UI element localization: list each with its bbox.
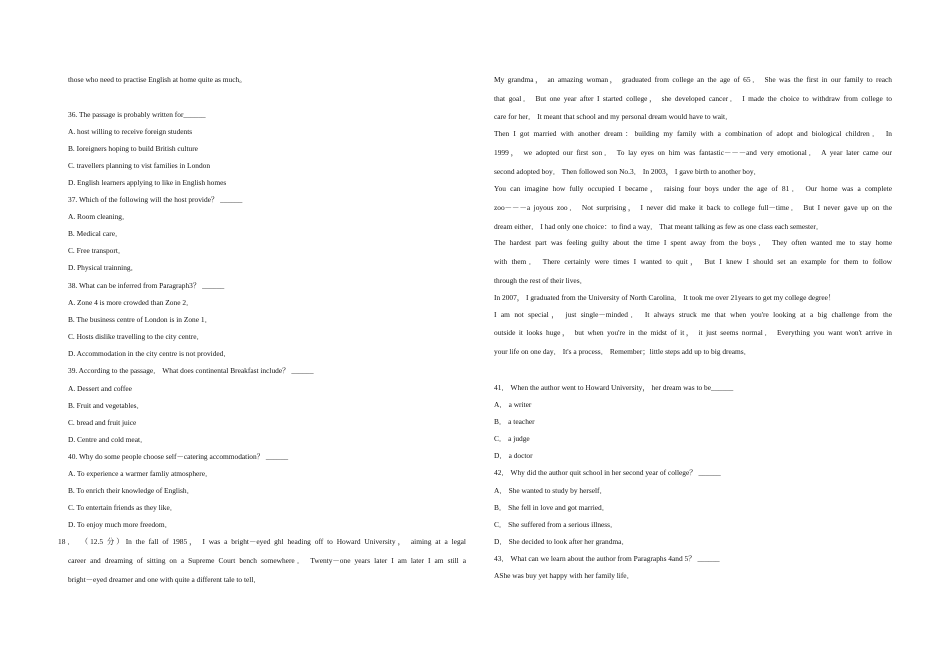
question-41-option-c: C． a judge bbox=[494, 434, 530, 443]
passage-line: through the rest of their lives． bbox=[494, 276, 587, 285]
passage-line: dream either． I had only one choice：to find a way． That meant talking as few as one class each semester． bbox=[494, 222, 824, 231]
passage-line: The hardest part was feeling guilty about the time I spent away from the boys． They often wanted me to stay home bbox=[494, 238, 892, 247]
passage-18-line-1: 18． （12.5 分）In the fall of 1985， I was a bright－eyed ghl heading off to Howard University， aiming at a legal bbox=[58, 537, 466, 546]
passage-line: You can imagine how fully occupied I became， raising four boys under the age of 81． Our home was a complete bbox=[494, 184, 892, 193]
passage-line: your life on one day． It's a process． Remember；little steps add up to big dreams． bbox=[494, 347, 752, 356]
question-41-option-d: D． a doctor bbox=[494, 451, 533, 460]
passage-line: 1999， we adopted our first son． To lay eyes on him was fantastic－－－and very emotional． A year later came our bbox=[494, 148, 892, 157]
question-39-option-d: D. Centre and cold meat． bbox=[68, 435, 148, 444]
passage-18-line-2: career and dreaming of sitting on a Supreme Court bench somewhere． Twenty－one years later I am later I am still a bbox=[68, 556, 466, 565]
question-36-option-a: A. host willing to receive foreign students bbox=[68, 127, 193, 136]
question-38-option-a: A. Zone 4 is more crowded than Zone 2． bbox=[68, 298, 194, 307]
question-40-option-c: C. To entertain friends as they like． bbox=[68, 503, 178, 512]
question-37-option-c: C. Free transport． bbox=[68, 246, 126, 255]
question-38-option-d: D. Accommodation in the city centre is not provided． bbox=[68, 349, 231, 358]
question-37-stem: 37. Which of the following will the host provide？ ______ bbox=[68, 195, 243, 204]
question-41-option-a: A． a writer bbox=[494, 400, 532, 409]
passage-line: second adopted boy． Then followed son No.3． In 2003， I gave birth to another boy． bbox=[494, 167, 761, 176]
passage-line: zoo－－－a joyous zoo． Not surprising， I never did make it back to college full－time． But I never gave up on the bbox=[494, 203, 892, 212]
passage-line: Then I got married with another dream：building my family with a combination of adopt and biological children． In bbox=[494, 129, 892, 138]
question-40-option-a: A. To experience a warmer famliy atmosphere． bbox=[68, 469, 213, 478]
passage-line: care for her． It meant that school and my personal dream would have to wait． bbox=[494, 112, 733, 121]
question-37-option-d: D. Physical trainning． bbox=[68, 263, 138, 272]
passage-line: I am not special， just single－minded． It always struck me that when you're looking at a big challenge from the bbox=[494, 310, 892, 319]
question-40-option-b: B. To enrich their knowledge of English． bbox=[68, 486, 194, 495]
question-40-stem: 40. Why do some people choose self－catering accommodation？ ______ bbox=[68, 452, 289, 461]
question-42-option-b: B． She fell in love and got married． bbox=[494, 503, 610, 512]
question-42-option-a: A． She wanted to study by herself． bbox=[494, 486, 607, 495]
question-38-option-b: B. The business centre of London is in Zone 1． bbox=[68, 315, 212, 324]
question-42-option-d: D． She decided to look after her grandma． bbox=[494, 537, 629, 546]
question-43-option-a: AShe was buy yet happy with her family life． bbox=[494, 571, 634, 580]
question-42-stem: 42． Why did the author quit school in her second year of college？ ______ bbox=[494, 468, 721, 477]
question-43-stem: 43． What can we learn about the author from Paragraphs 4and 5？ ______ bbox=[494, 554, 720, 563]
question-41-stem: 41． When the author went to Howard University， her dream was to be______ bbox=[494, 383, 734, 392]
question-39-option-c: C. bread and fruit juice bbox=[68, 418, 137, 427]
question-36-option-d: D. English learners applying to like in English homes bbox=[68, 178, 227, 187]
question-37-option-b: B. Medical care． bbox=[68, 229, 123, 238]
intro-tail-text: those who need to practise English at home quite as much。 bbox=[68, 75, 247, 84]
question-38-option-c: C. Hosts dislike travelling to the city centre． bbox=[68, 332, 204, 341]
passage-line: that goal． But one year after I started college， she developed cancer． I made the choice to withdraw from college to bbox=[494, 94, 892, 103]
passage-18-line-3: bright－eyed dreamer and one with quite a different tale to tell． bbox=[68, 575, 261, 584]
passage-line: outside it looks huge， but when you're in the midst of it， it just seems normal． Everything you want won't arrive in bbox=[494, 328, 892, 337]
question-39-option-a: A. Dessert and coffee bbox=[68, 384, 132, 393]
passage-line: In 2007， I graduated from the University of North Carolina． It took me over 21years to get my college degree！ bbox=[494, 293, 836, 302]
question-36-option-c: C. travellers planning to vist families in London bbox=[68, 161, 211, 170]
question-36-stem: 36. The passage is probably written for______ bbox=[68, 110, 206, 119]
question-41-option-b: B． a teacher bbox=[494, 417, 535, 426]
question-37-option-a: A. Room cleaning． bbox=[68, 212, 130, 221]
question-38-stem: 38. What can be inferred from Paragraph3？ ______ bbox=[68, 281, 225, 290]
question-36-option-b: B. Ioreigners hoping to build British culture bbox=[68, 144, 198, 153]
question-42-option-c: C． She suffered from a serious illness． bbox=[494, 520, 618, 529]
question-40-option-d: D. To enjoy much more freedom． bbox=[68, 520, 173, 529]
passage-line: My grandma， an amazing woman， graduated from college an the age of 65． She was the first in our family to reach bbox=[494, 75, 892, 84]
question-39-option-b: B. Fruit and vegetables． bbox=[68, 401, 144, 410]
question-39-stem: 39. According to the passage． What does continental Breakfast include？ ______ bbox=[68, 366, 314, 375]
passage-line: with them． There certainly were times I wanted to quit， But I knew I should set an example for them to follow bbox=[494, 257, 892, 266]
